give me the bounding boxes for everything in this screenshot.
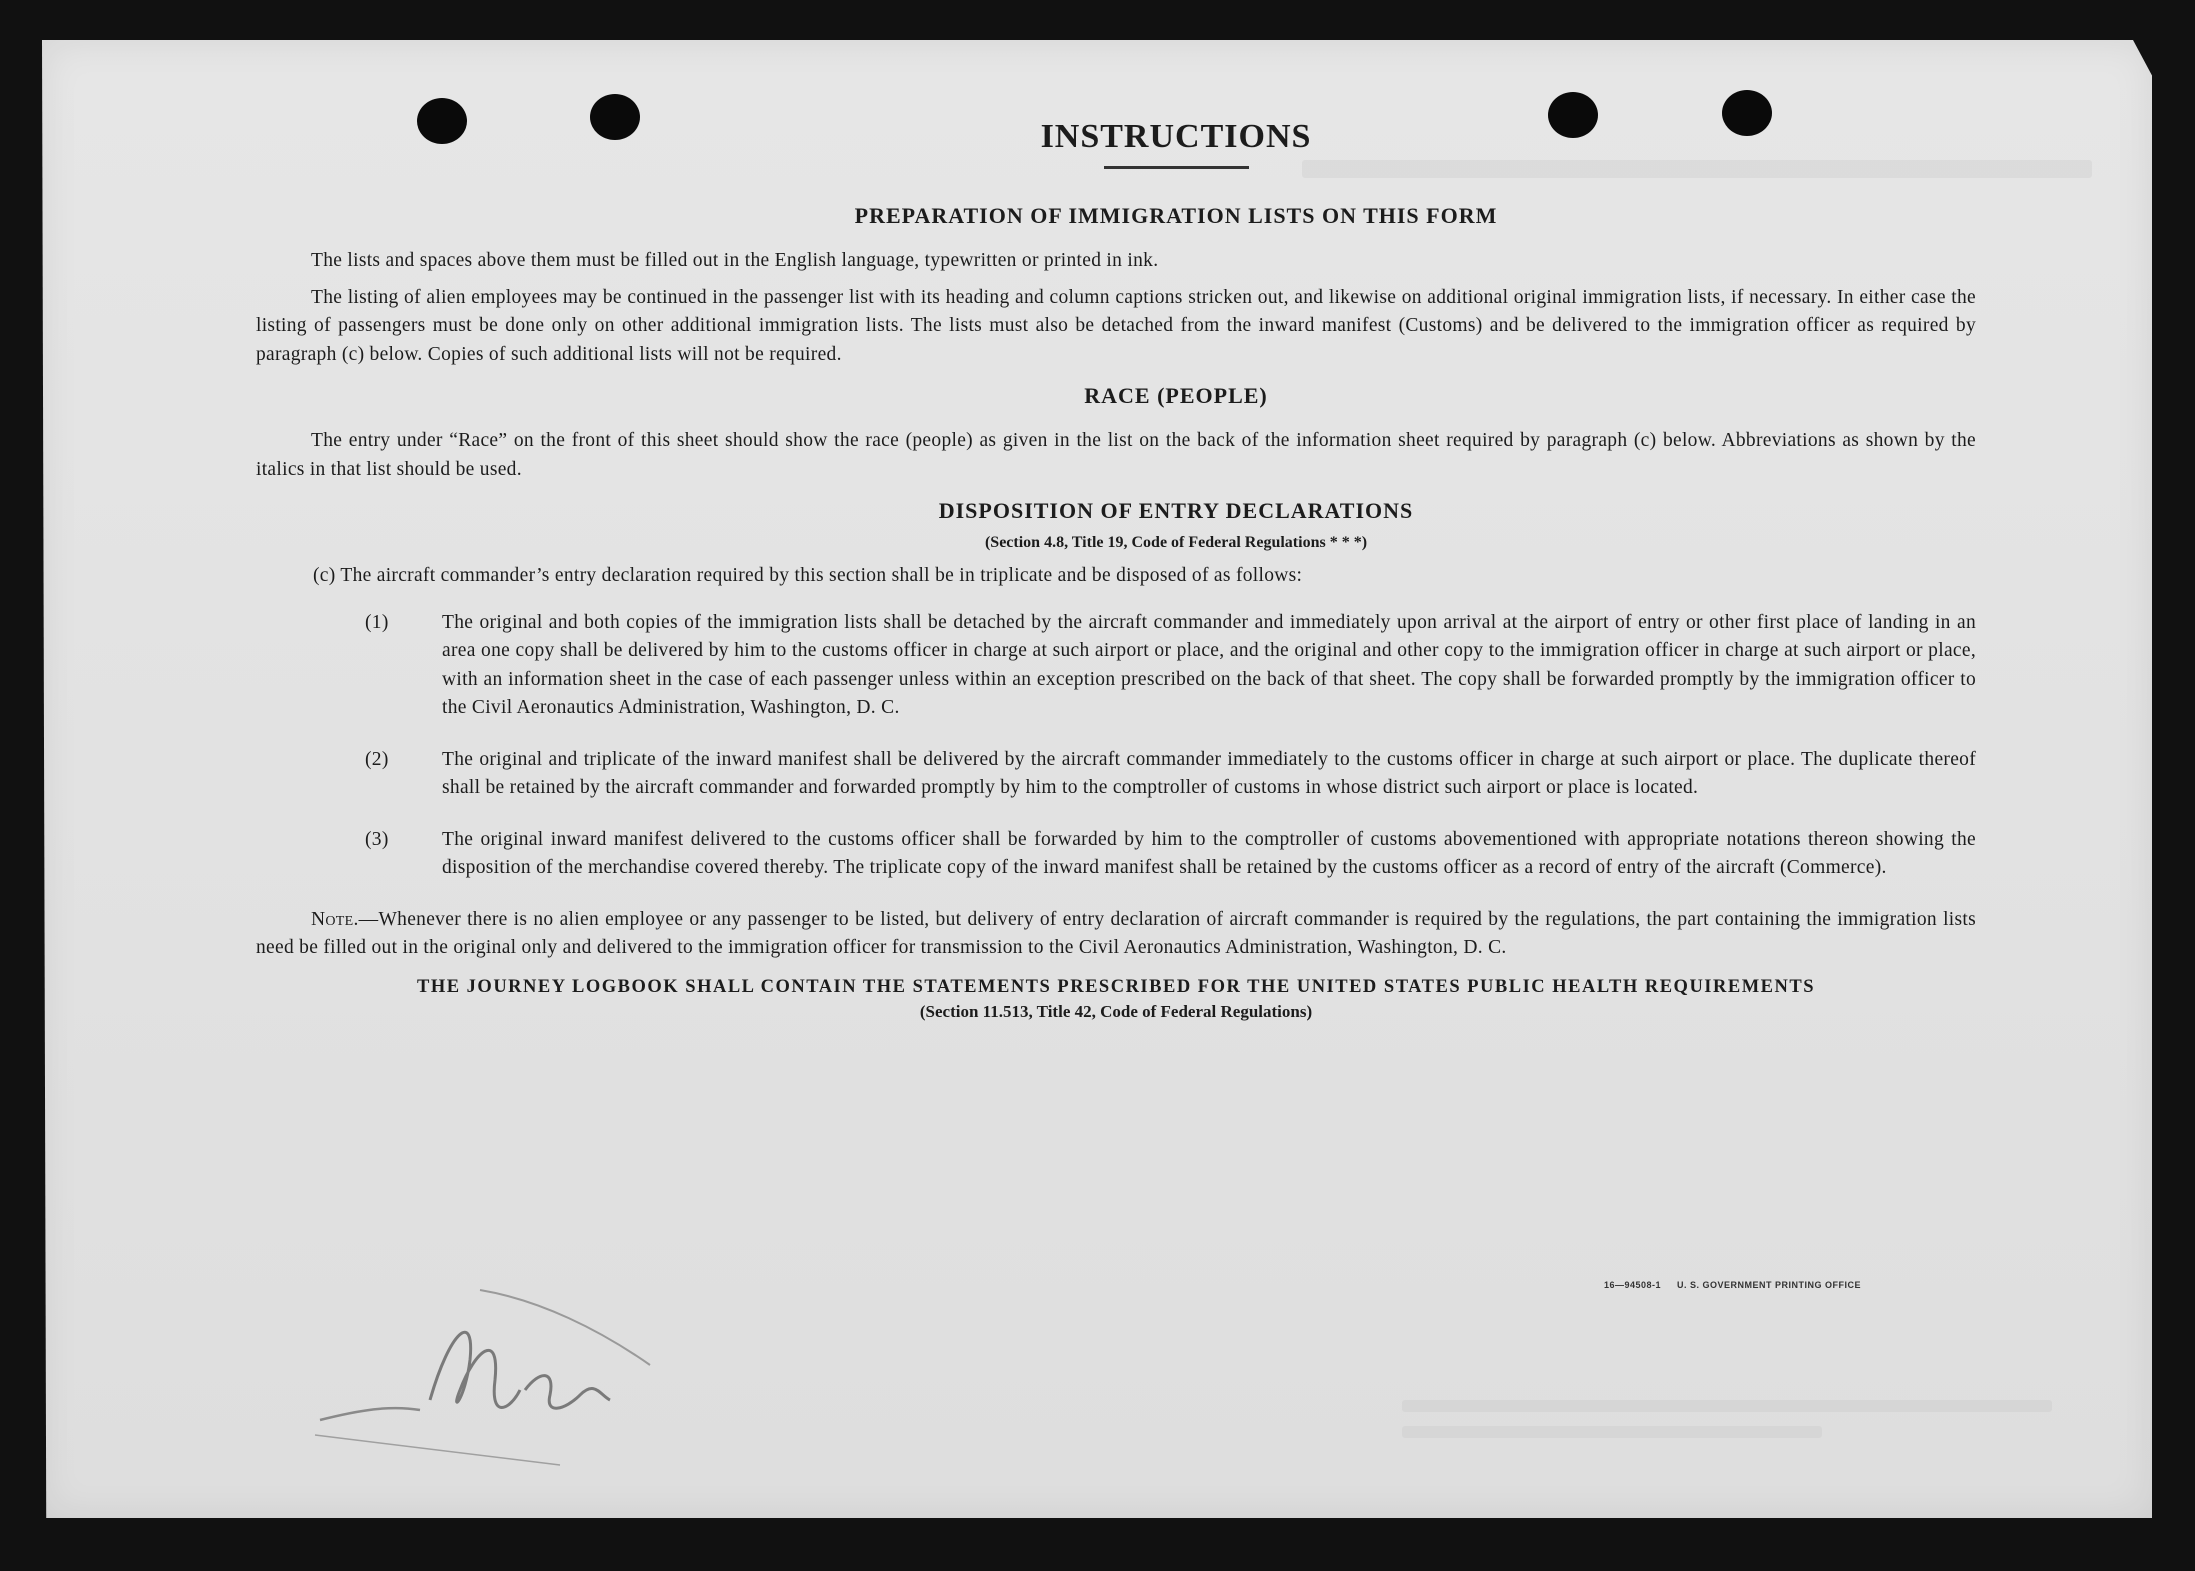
page-title: INSTRUCTIONS [1040,118,1312,155]
handwritten-signature [300,1270,680,1470]
race-heading: RACE (PEOPLE) [1084,383,1268,408]
note-text: —Whenever there is no alien employee or any passenger to be listed, but delivery of entry declaration of aircraft commander is required by the regulations, the part containing the immigration lists need be filled out in the original only and delivered to the immigration officer for transmission to the Civil Aeronautics Administration, Washington, D. C. [256,908,1976,958]
form-number: 16—94508-1 [1604,1280,1662,1290]
printer-imprint [1604,1280,1861,1290]
preparation-heading: PREPARATION OF IMMIGRATION LISTS ON THIS FORM [854,203,1498,228]
logbook-citation: (Section 11.513, Title 42, Code of Federal Regulations) [919,1001,1313,1021]
disposition-item-2 [256,746,1976,803]
show-through-texture [1402,1426,1822,1438]
note-label: Note. [311,908,359,930]
instructions-content [256,118,1976,1022]
preparation-paragraph: The lists and spaces above them must be filled out in the English language, typewritten or printed in ink. [311,250,1159,271]
item-number: (2) [365,748,389,770]
disposition-heading: DISPOSITION OF ENTRY DECLARATIONS [938,498,1414,523]
note-paragraph [256,906,1976,963]
item-text: The original inward manifest delivered to the customs officer shall be forwarded by him to the comptroller of customs abovementioned with appropriate notations thereon showing the disposition of the merchandise covered thereby. The triplicate copy of the inward manifest shall be retained by the customs officer as a record of entry of the aircraft (Commerce). [442,828,1976,878]
disposition-citation: (Section 4.8, Title 19, Code of Federal Regulations * * *) [984,534,1368,551]
title-underline [1104,166,1249,169]
printing-office: U. S. GOVERNMENT PRINTING OFFICE [1677,1280,1862,1290]
logbook-heading: THE JOURNEY LOGBOOK SHALL CONTAIN THE STATEMENTS PRESCRIBED FOR THE UNITED STATES PUBLIC HEALTH REQUIREMENTS [416,976,1815,997]
disposition-intro: (c) The aircraft commander’s entry declaration required by this section shall be in triplicate and be disposed of as follows: [313,565,1303,586]
disposition-item-3 [256,826,1976,883]
item-text: The original and both copies of the immigration lists shall be detached by the aircraft commander and immediately upon arrival at the airport of entry or other first place of landing in an area one copy shall be delivered by him to the customs officer in charge at such airport or place, and the original and other copy to the immigration officer in charge at such airport or place, with an information sheet in the case of each passenger unless within an exception prescribed on the back of that sheet. The copy shall be forwarded promptly by the immigration officer to the Civil Aeronautics Administration, Washington, D. C. [442,611,1976,718]
preparation-paragraph: The listing of alien employees may be continued in the passenger list with its heading and column captions stricken out, and likewise on additional original immigration lists, if necessary. In either case the listing of passengers must be done only on other additional immigration lists. The lists must also be detached from the inward manifest (Customs) and be delivered to the immigration officer as required by paragraph (c) below. Copies of such additional lists will not be required. [256,286,1976,365]
item-number: (3) [365,828,389,850]
disposition-item-1 [256,609,1976,723]
item-text: The original and triplicate of the inward manifest shall be delivered by the aircraft commander immediately to the customs officer in charge at such airport or place. The duplicate thereof shall be retained by the aircraft commander and forwarded promptly by him to the comptroller of customs in whose district such airport or place is located. [442,748,1976,798]
item-number: (1) [365,611,389,633]
race-paragraph: The entry under “Race” on the front of this sheet should show the race (people) as given in the list on the back of the information sheet required by paragraph (c) below. Abbreviations as shown by the italics in that list should be used. [256,430,1976,480]
show-through-texture [1402,1400,2052,1412]
